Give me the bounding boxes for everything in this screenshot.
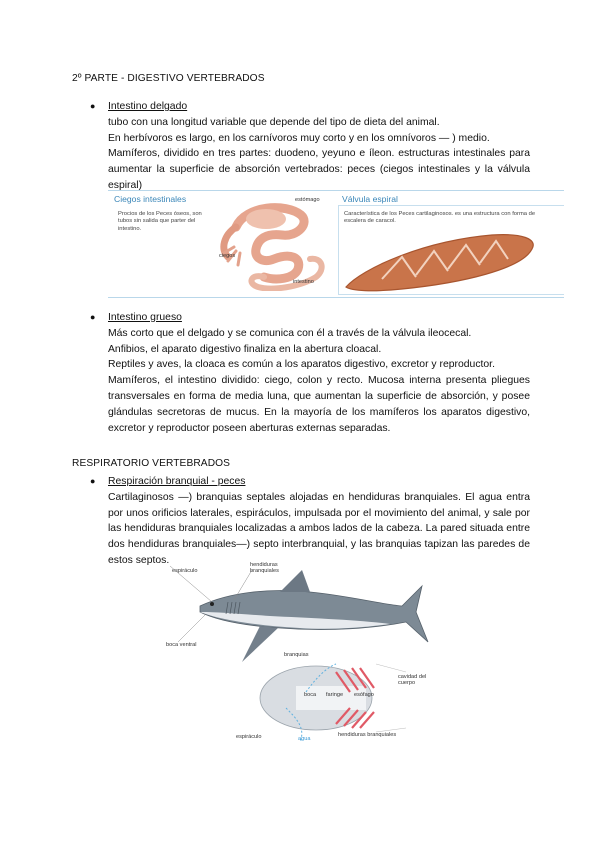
spiral-valve-illustration bbox=[342, 229, 542, 293]
label-agua: agua bbox=[298, 736, 311, 742]
label-ciegos: ciegos bbox=[219, 253, 236, 259]
figure-text-valvula: Característica de los Peces cartilaginosos. es una estructura con forma de escalera de caracol. bbox=[344, 211, 536, 225]
label-cavidad: cavidad del cuerpo bbox=[398, 674, 427, 687]
label-branquias: branquias bbox=[284, 652, 309, 658]
item-title: Respiración branquial - peces bbox=[108, 476, 246, 487]
item-line: En herbívoros es largo, en los carnívoros muy corto y en los omnívoros — ) medio. bbox=[108, 132, 490, 144]
section-heading-digestivo: 2º PARTE - DIGESTIVO VERTEBRADOS bbox=[72, 73, 265, 84]
bullet-icon: ● bbox=[90, 476, 96, 486]
item-line: Más corto que el delgado y se comunica con él a través de la válvula ileocecal. bbox=[108, 327, 472, 339]
list-item-respiracion-branquial bbox=[90, 474, 530, 569]
item-line: Mamíferos, dividido en tres partes: duodeno, yeyuno e íleon. estructuras intestinales para aumentar la superficie de absorción vertebrados: peces (ciegos intestinales y la válvula espiral) bbox=[108, 148, 530, 191]
label-espiraculo-top: espiráculo bbox=[172, 568, 198, 574]
item-line: Reptiles y aves, la cloaca es común a los aparatos digestivo, excretor y reproductor. bbox=[108, 359, 495, 371]
bullet-icon: ● bbox=[90, 312, 96, 322]
figure-title-ciegos: Ciegos intestinales bbox=[114, 194, 187, 204]
label-hendiduras-bottom: hendiduras branquiales bbox=[338, 732, 397, 738]
item-line: tubo con una longitud variable que depende del tipo de dieta del animal. bbox=[108, 116, 440, 128]
label-estomago: estómago bbox=[295, 197, 320, 203]
figure-intestine-diagrams bbox=[108, 190, 564, 298]
list-item-intestino-grueso bbox=[90, 310, 530, 436]
intestine-illustration bbox=[206, 197, 331, 291]
item-title: Intestino grueso bbox=[108, 312, 182, 323]
section-heading-respiratorio: RESPIRATORIO VERTEBRADOS bbox=[72, 458, 231, 469]
label-espiraculo-bottom: espiráculo bbox=[236, 734, 262, 740]
item-paragraph: Cartilaginosos —) branquias septales alojadas en hendiduras branquiales. El agua entra por unos orificios laterales, espiráculos, impulsada por el movimiento del animal, y sale por las hendiduras branquiales localizadas a ambos lados de la cabeza. La pared situada entre dos hendiduras branquiales—) septo interbranquial, y las branquias tapizan las paredes de estos septos. bbox=[108, 491, 530, 566]
list-item-intestino-delgado bbox=[90, 99, 530, 194]
label-intestino: intestino bbox=[293, 279, 314, 285]
label-faringe: faringe bbox=[326, 692, 344, 698]
item-line: Mamíferos, el intestino dividido: ciego, colon y recto. Mucosa interna presenta pliegues transversales en forma de media luna, que aumentan la superficie de absorción, y posee glándulas secretoras de mucus. En la mayoría de los mamíferos los aparatos digestivo, excretor y reproductor poseen aberturas externas separadas. bbox=[108, 375, 530, 434]
figure-title-valvula: Válvula espiral bbox=[342, 194, 398, 204]
label-esofago: esófago bbox=[354, 692, 374, 698]
item-title: Intestino delgado bbox=[108, 101, 188, 112]
bullet-icon: ● bbox=[90, 101, 96, 111]
figure-shark-gills bbox=[160, 562, 440, 752]
label-hendiduras-top: hendiduras branquiales bbox=[250, 562, 279, 575]
label-boca-ventral: boca ventral bbox=[166, 642, 197, 648]
item-line: Anfibios, el aparato digestivo finaliza en la abertura cloacal. bbox=[108, 343, 382, 355]
label-boca: boca bbox=[304, 692, 317, 698]
figure-text-ciegos: Procios de los Peces óseos, son tubos sin salida que parter del intestino. bbox=[118, 211, 202, 232]
